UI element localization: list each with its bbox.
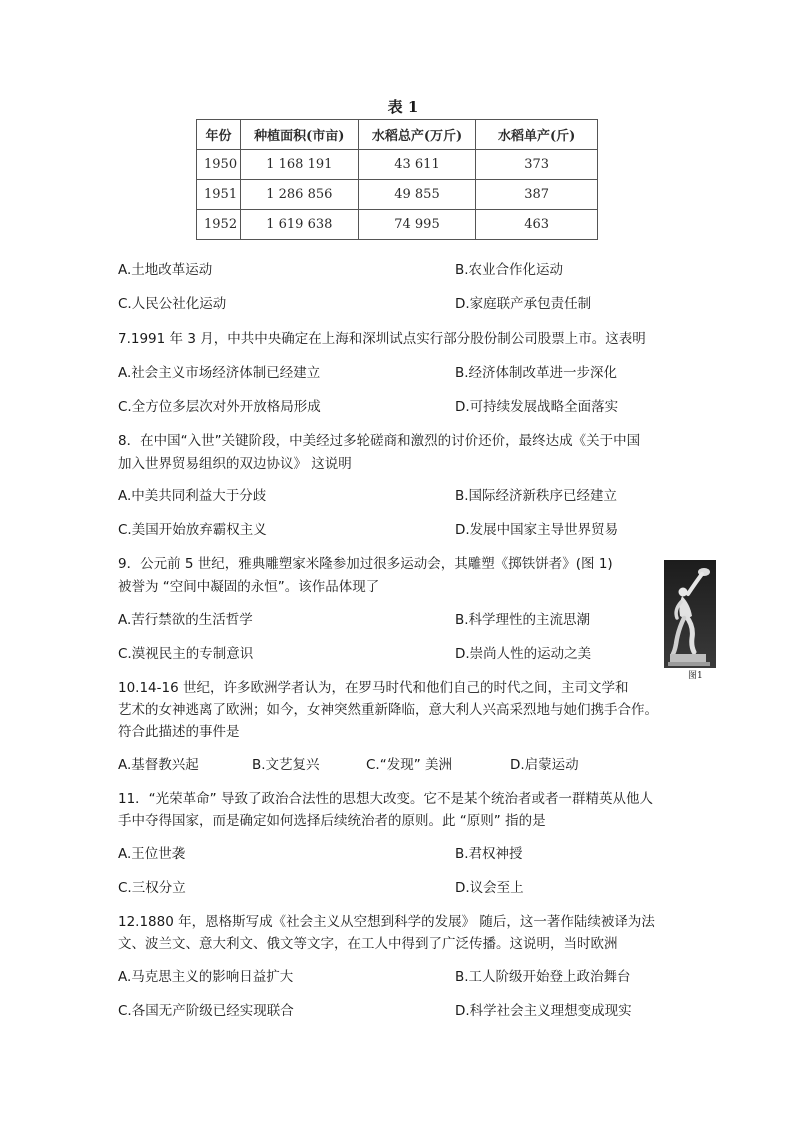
q12-stem-line-2: 文、波兰文、意大利文、俄文等文字，在工人中得到了广泛传播。这说明，当时欧洲 [118, 936, 618, 952]
q7-option-b: B.经济体制改革进一步深化 [455, 365, 618, 381]
figure-caption: 图1 [688, 671, 703, 681]
q12-stem-line-1: 12.1880 年，恩格斯写成《社会主义从空想到科学的发展》 随后，这一著作陆续被译为法 [118, 914, 655, 930]
q11-option-b: B.君权神授 [455, 846, 523, 862]
q11-stem-line-1: 11．“光荣革命” 导致了政治合法性的思想大改变。它不是某个统治者或者一群精英从他人 [118, 791, 653, 807]
table-row [197, 150, 598, 180]
q9-option-b: B.科学理性的主流思潮 [455, 612, 591, 628]
table-cell: 49 855 [358, 180, 476, 210]
table-cell: 74 995 [358, 210, 476, 240]
q10-stem-line-2: 艺术的女神逃离了欧洲；如今，女神突然重新降临，意大利人兴高采烈地与她们携手合作。 [118, 702, 658, 718]
q7-stem: 7.1991 年 3 月，中共中央确定在上海和深圳试点实行部分股份制公司股票上市。这表明 [118, 331, 646, 347]
q8-option-d: D.发展中国家主导世界贸易 [455, 522, 619, 538]
q12-option-a: A.马克思主义的影响日益扩大 [118, 969, 294, 985]
q6-option-d: D.家庭联产承包责任制 [455, 296, 592, 312]
table-header: 水稻总产(万斤) [358, 120, 476, 150]
q7-option-c: C.全方位多层次对外开放格局形成 [118, 399, 321, 415]
table-cell: 1 619 638 [240, 210, 358, 240]
q12-option-d: D.科学社会主义理想变成现实 [455, 1003, 632, 1019]
table-header: 种植面积(市亩) [240, 120, 358, 150]
q11-option-c: C.三权分立 [118, 880, 186, 896]
discus-thrower-statue-icon [664, 560, 716, 670]
q7-option-d: D.可持续发展战略全面落实 [455, 399, 619, 415]
rice-production-table [196, 119, 598, 240]
q10-option-b: B.文艺复兴 [252, 757, 320, 773]
q8-option-b: B.国际经济新秩序已经建立 [455, 488, 618, 504]
table-cell: 463 [476, 210, 598, 240]
q11-stem-line-2: 手中夺得国家，而是确定如何选择后续统治者的原则。此 “原则” 指的是 [118, 813, 546, 829]
q12-option-c: C.各国无产阶级已经实现联合 [118, 1003, 294, 1019]
table-header: 水稻单产(斤) [476, 120, 598, 150]
q8-stem-line-1: 8．在中国“入世”关键阶段，中美经过多轮磋商和激烈的讨价还价，最终达成《关于中国 [118, 433, 641, 449]
q8-stem-line-2: 加入世界贸易组织的双边协议》 这说明 [118, 456, 352, 472]
q9-option-c: C.漠视民主的专制意识 [118, 646, 254, 662]
q6-option-c: C.人民公社化运动 [118, 296, 227, 312]
table-cell: 1 168 191 [240, 150, 358, 180]
table-cell: 387 [476, 180, 598, 210]
q10-option-d: D.启蒙运动 [510, 757, 579, 773]
q9-option-d: D.崇尚人性的运动之美 [455, 646, 592, 662]
table-cell: 1950 [197, 150, 241, 180]
q8-option-c: C.美国开始放弃霸权主义 [118, 522, 267, 538]
table-title: 表 1 [387, 98, 419, 116]
table-cell: 1952 [197, 210, 241, 240]
q10-option-a: A.基督教兴起 [118, 757, 199, 773]
q9-stem-line-2: 被誉为 “空间中凝固的永恒”。该作品体现了 [118, 579, 380, 595]
rice-production-table-block [196, 97, 598, 240]
q8-option-a: A.中美共同利益大于分歧 [118, 488, 267, 504]
q7-option-a: A.社会主义市场经济体制已经建立 [118, 365, 321, 381]
q9-stem-line-1: 9．公元前 5 世纪，雅典雕塑家米隆参加过很多运动会，其雕塑《掷铁饼者》(图 1) [118, 556, 613, 572]
q12-option-b: B.工人阶级开始登上政治舞台 [455, 969, 631, 985]
table-header: 年份 [197, 120, 241, 150]
table-row [197, 180, 598, 210]
q11-option-d: D.议会至上 [455, 880, 524, 896]
table-cell: 1951 [197, 180, 241, 210]
table-header-row [197, 120, 598, 150]
table-row [197, 210, 598, 240]
q9-option-a: A.苦行禁欲的生活哲学 [118, 612, 253, 628]
q10-stem-line-3: 符合此描述的事件是 [118, 724, 240, 740]
table-cell: 1 286 856 [240, 180, 358, 210]
q6-option-a: A.土地改革运动 [118, 262, 213, 278]
q11-option-a: A.王位世袭 [118, 846, 186, 862]
q10-stem-line-1: 10.14-16 世纪，许多欧洲学者认为，在罗马时代和他们自己的时代之间，主司文学和 [118, 680, 629, 696]
q6-option-b: B.农业合作化运动 [455, 262, 564, 278]
table-cell: 43 611 [358, 150, 476, 180]
table-cell: 373 [476, 150, 598, 180]
q10-option-c: C.“发现” 美洲 [366, 757, 452, 773]
